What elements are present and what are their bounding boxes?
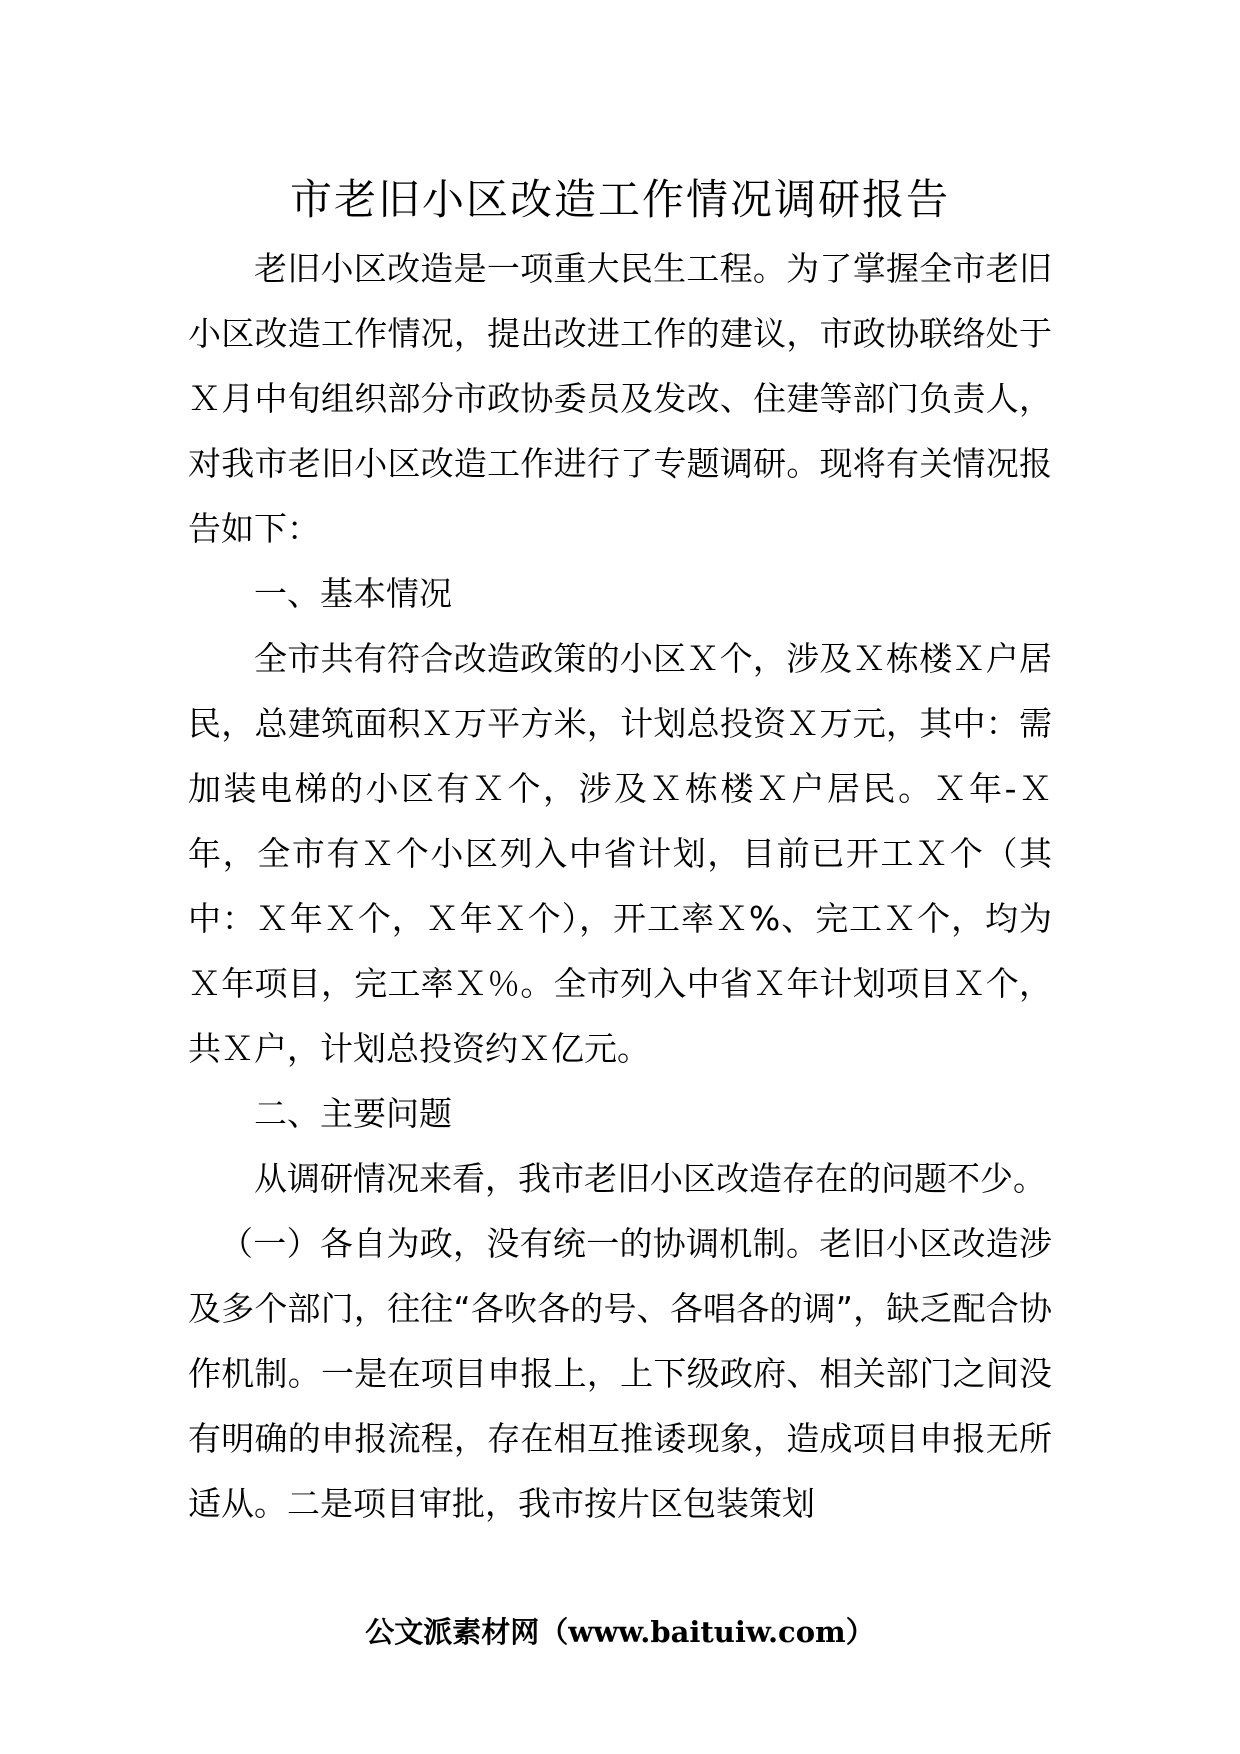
document-title: 市老旧小区改造工作情况调研报告 [289,175,950,224]
problem-one-paragraph: （一）各自为政，没有统一的协调机制。老旧小区改造涉及多个部门，往往“各吹各的号、各唱各的调”，缺乏配合协作机制。一是在项目申报上，上下级政府、相关部门之间没有明确的申报流程，存在相互推诿现象，造成项目申报无所适从。二是项目审批，我市按片区包装策划 [188,1224,1052,1523]
intro-paragraph: 老旧小区改造是一项重大民生工程。为了掌握全市老旧小区改造工作情况，提出改进工作的建议，市政协联络处于Ｘ月中旬组织部分市政协委员及发改、住建等部门负责人，对我市老旧小区改造工作进行了专题调研。现将有关情况报告如下： [188,249,1052,548]
footer-watermark: 公文派素材网（www.baituiw.com） [365,1615,875,1649]
problems-intro-paragraph: 从调研情况来看，我市老旧小区改造存在的问题不少。 [254,1159,1046,1198]
document-body [188,236,1052,1536]
section-heading-basic: 一、基本情况 [254,574,452,613]
section-heading-problems: 二、主要问题 [254,1094,452,1133]
basic-situation-paragraph: 全市共有符合改造政策的小区Ｘ个，涉及Ｘ栋楼Ｘ户居民，总建筑面积Ｘ万平方米，计划总投资Ｘ万元，其中：需加装电梯的小区有Ｘ个，涉及Ｘ栋楼Ｘ户居民。Ｘ年-Ｘ年，全市有Ｘ个小区列入中省计划，目前已开工Ｘ个（其中：Ｘ年Ｘ个，Ｘ年Ｘ个），开工率Ｘ%、完工Ｘ个，均为Ｘ年项目，完工率Ｘ％。全市列入中省Ｘ年计划项目Ｘ个，共Ｘ户，计划总投资约Ｘ亿元。 [188,639,1052,1068]
